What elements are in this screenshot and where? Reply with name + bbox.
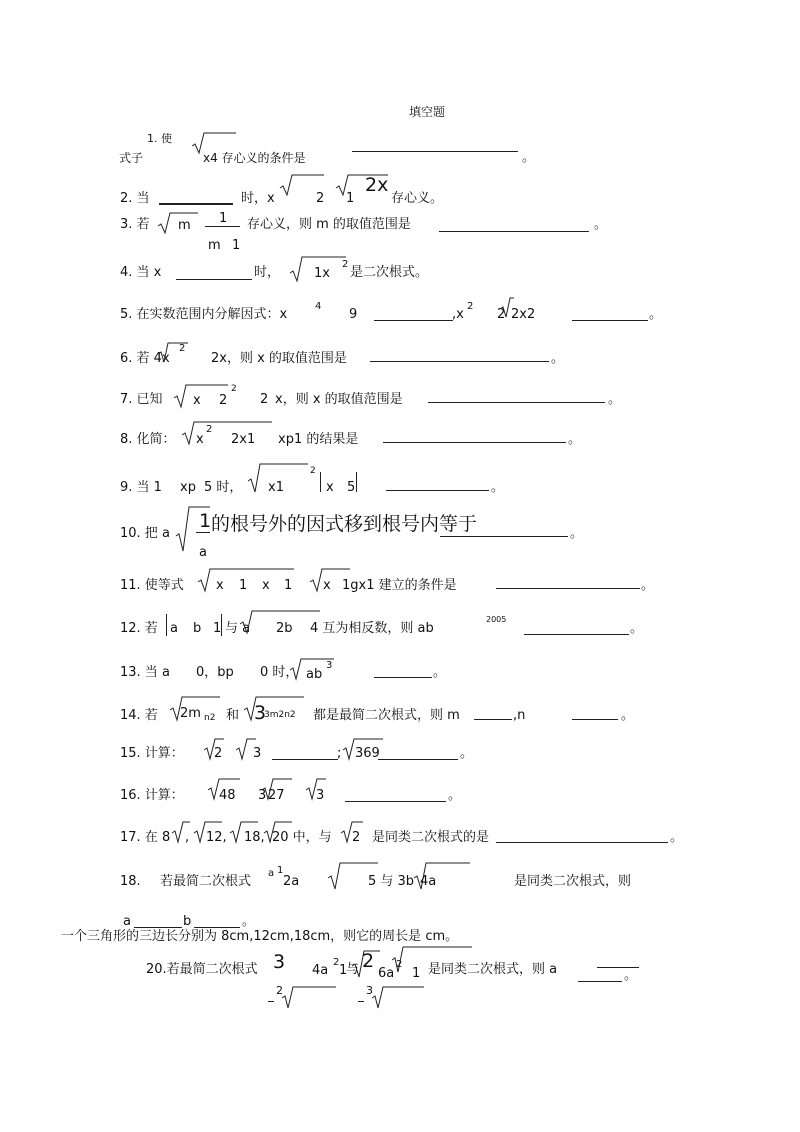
answer-blank[interactable] (159, 203, 233, 205)
q9-text-e: 2 (310, 466, 316, 476)
q1-text-c: x4 存心义的条件是 (203, 151, 306, 165)
q12-text-h: 2005 (486, 615, 507, 624)
q17-text-b: , (185, 830, 190, 845)
answer-blank[interactable] (572, 320, 648, 321)
q2-text-e: 2x (365, 174, 389, 196)
q2-text-b: 时，x (241, 191, 275, 206)
q15-text-c: 3 (253, 746, 262, 761)
q18-text-k: 。 (242, 914, 256, 929)
q7-text-a: 7. 已知 (120, 392, 163, 407)
q9-text-a: 9. 当 1 (120, 480, 162, 495)
answer-blank[interactable] (374, 320, 453, 321)
q20-text-l: 。 (624, 968, 638, 983)
answer-blank[interactable] (496, 588, 640, 589)
q10-text-b: 1 (199, 510, 212, 532)
q17-text-c: 12, (206, 830, 227, 845)
q6-text-c: 2x，则 x 的取值范围是 (211, 351, 347, 366)
answer-blank[interactable] (194, 927, 240, 928)
q11-text-g: 1gx1 建立的条件是 (342, 578, 457, 593)
q4-text-d: 2 (342, 259, 349, 270)
q5-text-f: 2 (497, 307, 506, 322)
q15-text-f: 。 (460, 746, 474, 761)
q20-text-k: 是同类二次根式，则 a (428, 962, 558, 977)
q7-text-e: 2 (260, 392, 269, 407)
q16-text-f: 。 (448, 788, 462, 803)
abs-bar (356, 472, 357, 492)
answer-blank[interactable] (176, 279, 252, 280)
q2-text-f: 存心义。 (391, 191, 444, 206)
q5-text-e: 2 (467, 301, 474, 312)
answer-blank[interactable] (383, 442, 566, 443)
q1-end: 。 (522, 150, 536, 165)
q6-text-b: 2 (179, 343, 186, 354)
q13-text-f: 。 (433, 665, 447, 680)
q9-text-c: 5 时， (204, 480, 243, 495)
q18-text-a: 18. (120, 874, 141, 889)
q10-text-a: 10. 把 a (120, 526, 170, 541)
q20-text-c: 4a (312, 963, 329, 978)
answer-blank[interactable] (345, 801, 446, 802)
q3-text-g: 1 (232, 238, 241, 253)
q3-text-f: m (208, 238, 221, 253)
q10-text-e: 。 (570, 526, 584, 541)
q1-text-b: 式子 (119, 151, 144, 165)
q3-text-b: m (178, 218, 191, 233)
fraction-bar (205, 226, 240, 227)
q15-text-a: 15. 计算： (120, 746, 184, 761)
q16-text-e: 3 (316, 788, 325, 803)
q14-text-h: ,n (513, 708, 526, 723)
q18-text-d: 1 (277, 865, 284, 876)
q4-text-a: 4. 当 x (120, 265, 162, 280)
q3-text-a: 3. 若 (120, 217, 150, 232)
q16-text-a: 16. 计算： (120, 788, 184, 803)
q13-text-b: 0，bp (196, 665, 234, 680)
q9-text-d: x1 (268, 480, 284, 495)
q1-text-a: 1. 使 (147, 132, 172, 145)
q10-text-d: a (199, 545, 207, 560)
q3-text-c: 1 (219, 211, 228, 226)
q5-text-h: 。 (649, 307, 663, 322)
q5-text-g: 2x2 (511, 307, 536, 322)
answer-blank[interactable] (428, 402, 605, 403)
q12-text-g: 4 互为相反数，则 ab (310, 621, 434, 636)
q14-text-g: 都是最简二次根式，则 m (313, 708, 460, 723)
q4-text-b: 时， (254, 265, 281, 280)
q17-text-d: 18, (244, 830, 265, 845)
q14-text-i: 。 (621, 708, 635, 723)
answer-blank[interactable] (572, 719, 618, 720)
q6-text-a: 6. 若 4x (120, 351, 170, 366)
q14-text-c: n2 (204, 713, 216, 723)
q4-text-c: 1x (314, 266, 330, 281)
q20-text-f: 与 (346, 962, 360, 977)
answer-blank[interactable] (496, 842, 668, 843)
q8-text-a: 8. 化简： (120, 432, 176, 447)
sqrt-symbol (372, 986, 424, 1010)
q14-text-a: 14. 若 (120, 708, 158, 723)
q17-text-a: 17. 在 8 (120, 830, 171, 845)
q16-text-c: 3 (258, 788, 267, 803)
q20-text-b: 3 (273, 951, 286, 973)
answer-blank[interactable] (524, 634, 629, 635)
answer-blank[interactable] (440, 536, 568, 537)
q8-text-f: 。 (568, 432, 582, 447)
answer-blank[interactable] (386, 490, 489, 491)
q5-text-d: ,x (452, 307, 464, 322)
q12-text-a: 12. 若 (120, 621, 158, 636)
abs-bar (221, 614, 222, 636)
q8-text-e: xp1 的结果是 (278, 432, 359, 447)
q11-text-h: 。 (641, 578, 655, 593)
q15-text-b: 2 (214, 746, 223, 761)
answer-blank[interactable] (352, 151, 518, 152)
q12-text-b: a (170, 621, 178, 636)
q7-text-d: 2 (231, 384, 237, 394)
q20-text-m: 2 (276, 984, 283, 997)
q18-text-e: 2a (283, 874, 300, 889)
q8-text-d: 2x1 (231, 432, 256, 447)
q18-text-b: 若最简二次根式 (160, 874, 252, 889)
q20-text-h: 6a (378, 966, 395, 981)
q11-text-c: 1 (239, 578, 248, 593)
q13-text-e: 3 (326, 660, 333, 671)
q13-text-c: 0 时， (260, 665, 299, 680)
q15-text-d: ; (337, 746, 342, 761)
q2-text-c: 2 (316, 191, 325, 206)
q18-text-g: 4a (420, 874, 437, 889)
q16-text-b: 48 (219, 788, 236, 803)
q17-text-e: 20 中，与 (272, 830, 332, 845)
q3-text-d: 存心义，则 m 的取值范围是 (247, 217, 411, 232)
answer-blank[interactable] (439, 231, 589, 232)
q8-text-c: 2 (206, 424, 213, 435)
abs-bar (320, 472, 321, 492)
fraction-bar (268, 1001, 274, 1002)
q14-text-d: 和 (226, 708, 240, 723)
page-title: 填空题 (409, 105, 446, 119)
q20-text-n: 3 (366, 984, 373, 997)
q13-text-a: 13. 当 a (120, 665, 170, 680)
q18-text-i: a (123, 914, 131, 929)
q2-text-a: 2. 当 (120, 191, 150, 206)
q11-text-d: x (262, 578, 270, 593)
q13-text-d: ab (306, 667, 323, 682)
q15-text-e: 369 (355, 746, 380, 761)
q18-text-c: a (268, 868, 275, 879)
q2-text-d: 1 (346, 191, 355, 206)
q7-text-c: 2 (219, 393, 228, 408)
q5-text-b: 4 (315, 301, 322, 312)
answer-blank[interactable] (370, 361, 549, 362)
sqrt-symbol (282, 986, 336, 1010)
q9-text-g: 5 (347, 480, 356, 495)
fraction-bar (358, 1001, 364, 1002)
q18-text-h: 是同类二次根式，则 (514, 874, 632, 889)
q4-text-e: 是二次根式。 (350, 265, 429, 280)
q9-text-h: 。 (491, 480, 505, 495)
q18-text-f: 5 与 3b (368, 874, 415, 889)
q11-text-b: x (216, 578, 224, 593)
q18-text-j: b (183, 914, 192, 929)
q17-text-h: 。 (670, 830, 684, 845)
q9-text-b: xp (180, 480, 196, 495)
q17-text-g: 是同类二次根式的是 (372, 830, 490, 845)
answer-blank[interactable] (272, 759, 338, 760)
fraction-bar (196, 532, 210, 533)
q11-text-e: 1 (284, 578, 293, 593)
q20-text-j: 1 (412, 966, 421, 981)
q14-text-b: 2m (180, 706, 201, 721)
q14-text-e: 3 (254, 702, 267, 724)
q8-text-b: x (196, 432, 204, 447)
q16-text-d: 27 (268, 788, 285, 803)
q12-text-f: 2b (276, 621, 293, 636)
answer-blank[interactable] (578, 981, 622, 982)
q7-text-f: x，则 x 的取值范围是 (275, 392, 403, 407)
q17-text-f: 2 (352, 830, 361, 845)
q10-text-c: 的根号外的因式移到根号内等于 (211, 513, 478, 535)
q20-text-g: 2 (362, 950, 375, 972)
q12-text-c: b (193, 621, 202, 636)
abs-bar (166, 614, 167, 636)
q3-text-e: 。 (594, 217, 608, 232)
q20-text-e: 1 (339, 963, 348, 978)
q11-text-f: x (323, 578, 331, 593)
q20-text-a: 20.若最简二次根式 (146, 962, 258, 977)
q14-text-f: 3m2n2 (264, 710, 296, 720)
answer-blank[interactable] (378, 759, 458, 760)
q5-text-a: 5. 在实数范围内分解因式：x (120, 307, 288, 322)
q9-text-f: x (326, 480, 334, 495)
q7-text-b: x (193, 393, 201, 408)
q11-text-a: 11. 使等式 (120, 578, 184, 593)
q12-text-i: 。 (630, 621, 644, 636)
answer-blank[interactable] (474, 719, 512, 720)
q6-text-d: 。 (551, 351, 565, 366)
q5-text-c: 9 (349, 307, 358, 322)
answer-blank[interactable] (134, 927, 182, 928)
q12-text-e: 与 a (225, 621, 251, 636)
q19-text: 一个三角形的三边长分别为 8cm,12cm,18cm，则它的周长是 cm。 (61, 929, 459, 944)
answer-blank[interactable] (374, 677, 432, 678)
q12-text-d: 1 (213, 621, 222, 636)
q7-text-g: 。 (608, 392, 622, 407)
sqrt-symbol (172, 821, 194, 843)
q20-text-i: 2 (396, 959, 403, 970)
q20-text-d: 2 (333, 957, 340, 968)
